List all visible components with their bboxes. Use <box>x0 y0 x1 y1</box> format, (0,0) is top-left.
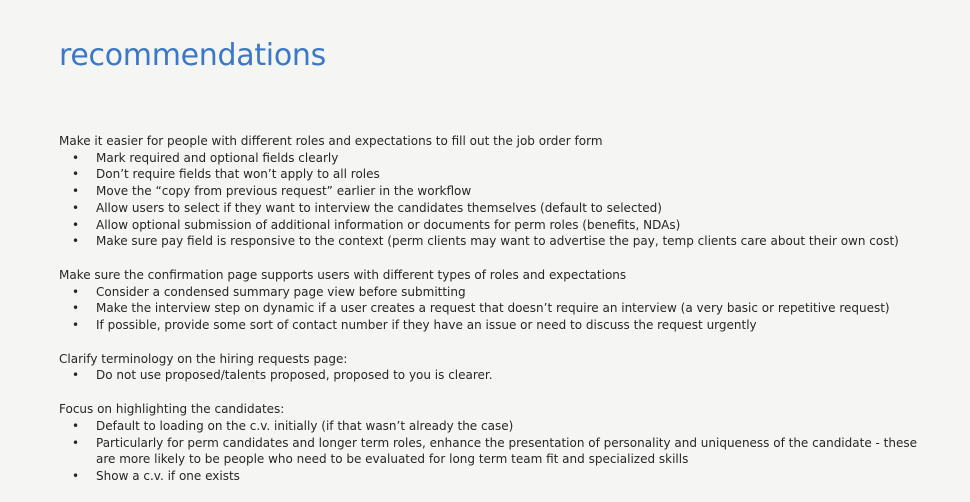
list-item: • Make sure pay field is responsive to the context (perm clients may want to advertise the pay, temp clients care about their own cost) <box>72 234 899 249</box>
bullet-icon: • <box>72 234 80 249</box>
list-item: • Make the interview step on dynamic if a user creates a request that doesn’t require an interview (a very basic or repetitive request) <box>72 301 890 316</box>
bullet-icon: • <box>72 318 80 333</box>
bullet-icon: • <box>72 368 80 383</box>
bullet-icon: • <box>72 150 80 165</box>
bullet-icon: • <box>72 184 80 199</box>
section-job-order-form <box>59 133 939 250</box>
list-item: • Do not use proposed/talents proposed, proposed to you is clearer. <box>72 368 493 383</box>
section-heading: Make it easier for people with different roles and expectations to fill out the job order form <box>59 134 603 148</box>
list-item: • Don’t require fields that won’t apply to all roles <box>72 167 380 182</box>
bullet-icon: • <box>72 418 80 433</box>
section-heading: Clarify terminology on the hiring requests page: <box>59 351 348 366</box>
list-item: • Consider a condensed summary page view before submitting <box>72 284 466 299</box>
bullet-list <box>59 150 939 250</box>
bullet-icon: • <box>72 284 80 299</box>
bullet-list <box>59 367 939 384</box>
list-item: • Mark required and optional fields clearly <box>72 150 339 165</box>
bullet-icon: • <box>72 167 80 182</box>
section-confirmation-page <box>59 267 939 334</box>
recommendations-body <box>59 133 939 502</box>
bullet-icon: • <box>72 468 80 483</box>
bullet-icon: • <box>72 435 80 450</box>
bullet-list <box>59 284 939 334</box>
list-item: • Move the “copy from previous request” earlier in the workflow <box>72 184 472 199</box>
page-title: recommendations <box>59 38 326 73</box>
list-item: • Show a c.v. if one exists <box>72 468 240 483</box>
list-item: • Allow users to select if they want to interview the candidates themselves (default to selected) <box>72 200 662 215</box>
section-terminology <box>59 351 939 384</box>
list-item: • Particularly for perm candidates and longer term roles, enhance the presentation of personality and uniqueness of the candidate - these are more likely to be people who need to be evaluated for long term team fit and specialized skills <box>72 435 917 467</box>
section-heading: Make sure the confirmation page supports users with different types of roles and expectations <box>59 267 627 282</box>
bullet-icon: • <box>72 217 80 232</box>
list-item: • If possible, provide some sort of contact number if they have an issue or need to discuss the request urgently <box>72 318 757 333</box>
section-candidates <box>59 401 939 485</box>
bullet-icon: • <box>72 200 80 215</box>
section-heading: Focus on highlighting the candidates: <box>59 402 285 417</box>
bullet-icon: • <box>72 301 80 316</box>
list-item: • Allow optional submission of additional information or documents for perm roles (benefits, NDAs) <box>72 217 681 232</box>
bullet-list <box>59 418 939 485</box>
list-item: • Default to loading on the c.v. initially (if that wasn’t already the case) <box>72 418 514 433</box>
